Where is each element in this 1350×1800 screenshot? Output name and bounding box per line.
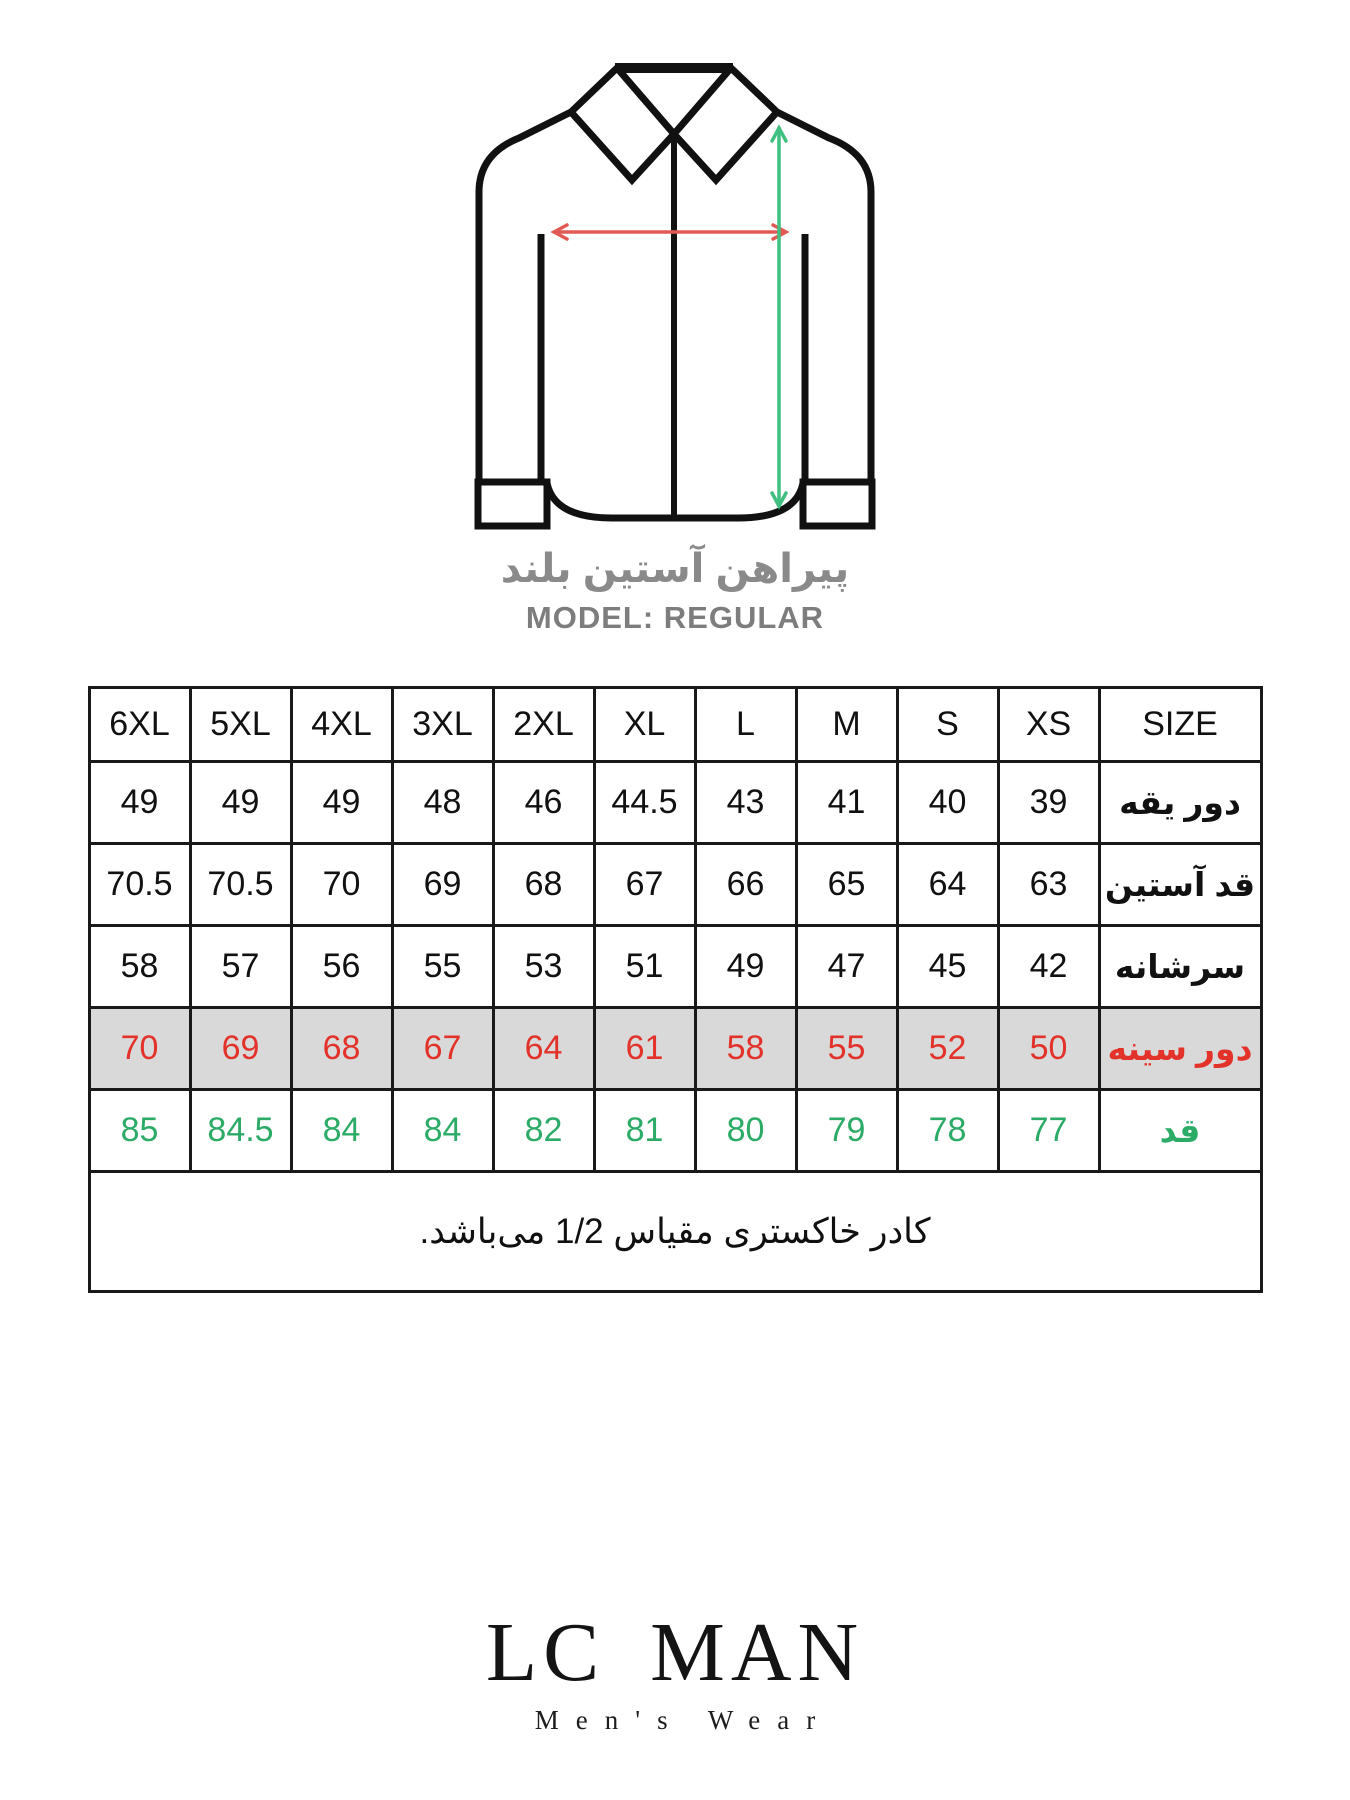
measurement-value-cell: 79 xyxy=(796,1090,897,1172)
chest-width-arrow xyxy=(554,225,786,239)
measurement-value-cell: 49 xyxy=(190,762,291,844)
measurement-value-cell: 49 xyxy=(695,926,796,1008)
measurement-value-cell: 56 xyxy=(291,926,392,1008)
size-table-header-row xyxy=(89,688,1261,762)
measurement-value-cell: 77 xyxy=(998,1090,1099,1172)
right-shoulder-sleeve-edge xyxy=(777,112,871,482)
size-column-header: 5XL xyxy=(190,688,291,762)
measurement-label-cell: دور سینه xyxy=(1099,1008,1261,1090)
measurement-value-cell: 67 xyxy=(392,1008,493,1090)
measurement-value-cell: 64 xyxy=(897,844,998,926)
size-table xyxy=(88,686,1263,1293)
measurement-value-cell: 55 xyxy=(796,1008,897,1090)
size-column-header: M xyxy=(796,688,897,762)
collar-left-point xyxy=(571,68,674,180)
right-cuff xyxy=(803,482,872,526)
size-column-header: 6XL xyxy=(89,688,190,762)
brand-name: LC MAN xyxy=(485,1606,865,1699)
measurement-value-cell: 66 xyxy=(695,844,796,926)
measurement-value-cell: 58 xyxy=(695,1008,796,1090)
size-column-header: XL xyxy=(594,688,695,762)
measurement-value-cell: 65 xyxy=(796,844,897,926)
size-label-header-cell: SIZE xyxy=(1099,688,1261,762)
measurement-value-cell: 70 xyxy=(291,844,392,926)
measurement-value-cell: 50 xyxy=(998,1008,1099,1090)
measurement-value-cell: 53 xyxy=(493,926,594,1008)
measurement-value-cell: 69 xyxy=(190,1008,291,1090)
measurement-value-cell: 43 xyxy=(695,762,796,844)
measurement-value-cell: 84 xyxy=(392,1090,493,1172)
model-label: MODEL: REGULAR xyxy=(525,600,825,635)
measurement-value-cell: 39 xyxy=(998,762,1099,844)
measurement-value-cell: 42 xyxy=(998,926,1099,1008)
size-column-header: 3XL xyxy=(392,688,493,762)
measurement-value-cell: 58 xyxy=(89,926,190,1008)
measurement-value-cell: 82 xyxy=(493,1090,594,1172)
shirt-outline-svg xyxy=(474,50,876,532)
measurement-row xyxy=(89,844,1261,926)
measurement-value-cell: 41 xyxy=(796,762,897,844)
shirt-diagram xyxy=(0,0,1350,532)
size-column-header: XS xyxy=(998,688,1099,762)
measurement-value-cell: 48 xyxy=(392,762,493,844)
measurement-value-cell: 64 xyxy=(493,1008,594,1090)
measurement-value-cell: 40 xyxy=(897,762,998,844)
measurement-value-cell: 80 xyxy=(695,1090,796,1172)
measurement-value-cell: 45 xyxy=(897,926,998,1008)
measurement-value-cell: 57 xyxy=(190,926,291,1008)
size-column-header: 4XL xyxy=(291,688,392,762)
note-row xyxy=(89,1172,1261,1292)
measurement-value-cell: 51 xyxy=(594,926,695,1008)
brand-logo xyxy=(0,1606,1350,1736)
measurement-value-cell: 52 xyxy=(897,1008,998,1090)
measurement-label-cell: دور یقه xyxy=(1099,762,1261,844)
left-cuff xyxy=(478,482,547,526)
measurement-value-cell: 81 xyxy=(594,1090,695,1172)
measurement-value-cell: 69 xyxy=(392,844,493,926)
measurement-value-cell: 70.5 xyxy=(190,844,291,926)
measurement-value-cell: 55 xyxy=(392,926,493,1008)
scale-note: کادر خاکستری مقیاس 1/2 می‌باشد. xyxy=(89,1172,1261,1292)
brand-tagline: Men's Wear xyxy=(534,1705,833,1735)
measurement-value-cell: 49 xyxy=(291,762,392,844)
measurement-value-cell: 46 xyxy=(493,762,594,844)
size-column-header: 2XL xyxy=(493,688,594,762)
collar-right-point xyxy=(674,68,777,180)
measurement-value-cell: 44.5 xyxy=(594,762,695,844)
measurement-value-cell: 70 xyxy=(89,1008,190,1090)
size-column-header: S xyxy=(897,688,998,762)
product-title-fa: پیراهن آستین بلند xyxy=(500,547,850,591)
measurement-row xyxy=(89,1090,1261,1172)
measurement-value-cell: 67 xyxy=(594,844,695,926)
measurement-value-cell: 84 xyxy=(291,1090,392,1172)
measurement-label-cell: قد xyxy=(1099,1090,1261,1172)
measurement-row xyxy=(89,926,1261,1008)
measurement-value-cell: 85 xyxy=(89,1090,190,1172)
measurement-label-cell: سرشانه xyxy=(1099,926,1261,1008)
measurement-row xyxy=(89,762,1261,844)
measurement-value-cell: 47 xyxy=(796,926,897,1008)
measurement-value-cell: 78 xyxy=(897,1090,998,1172)
measurement-value-cell: 68 xyxy=(291,1008,392,1090)
measurement-value-cell: 70.5 xyxy=(89,844,190,926)
measurement-row xyxy=(89,1008,1261,1090)
measurement-value-cell: 84.5 xyxy=(190,1090,291,1172)
measurement-value-cell: 68 xyxy=(493,844,594,926)
size-column-header: L xyxy=(695,688,796,762)
measurement-value-cell: 63 xyxy=(998,844,1099,926)
measurement-value-cell: 49 xyxy=(89,762,190,844)
measurement-value-cell: 61 xyxy=(594,1008,695,1090)
measurement-label-cell: قد آستین xyxy=(1099,844,1261,926)
body-length-arrow xyxy=(772,128,786,506)
left-shoulder-sleeve-edge xyxy=(479,112,571,482)
